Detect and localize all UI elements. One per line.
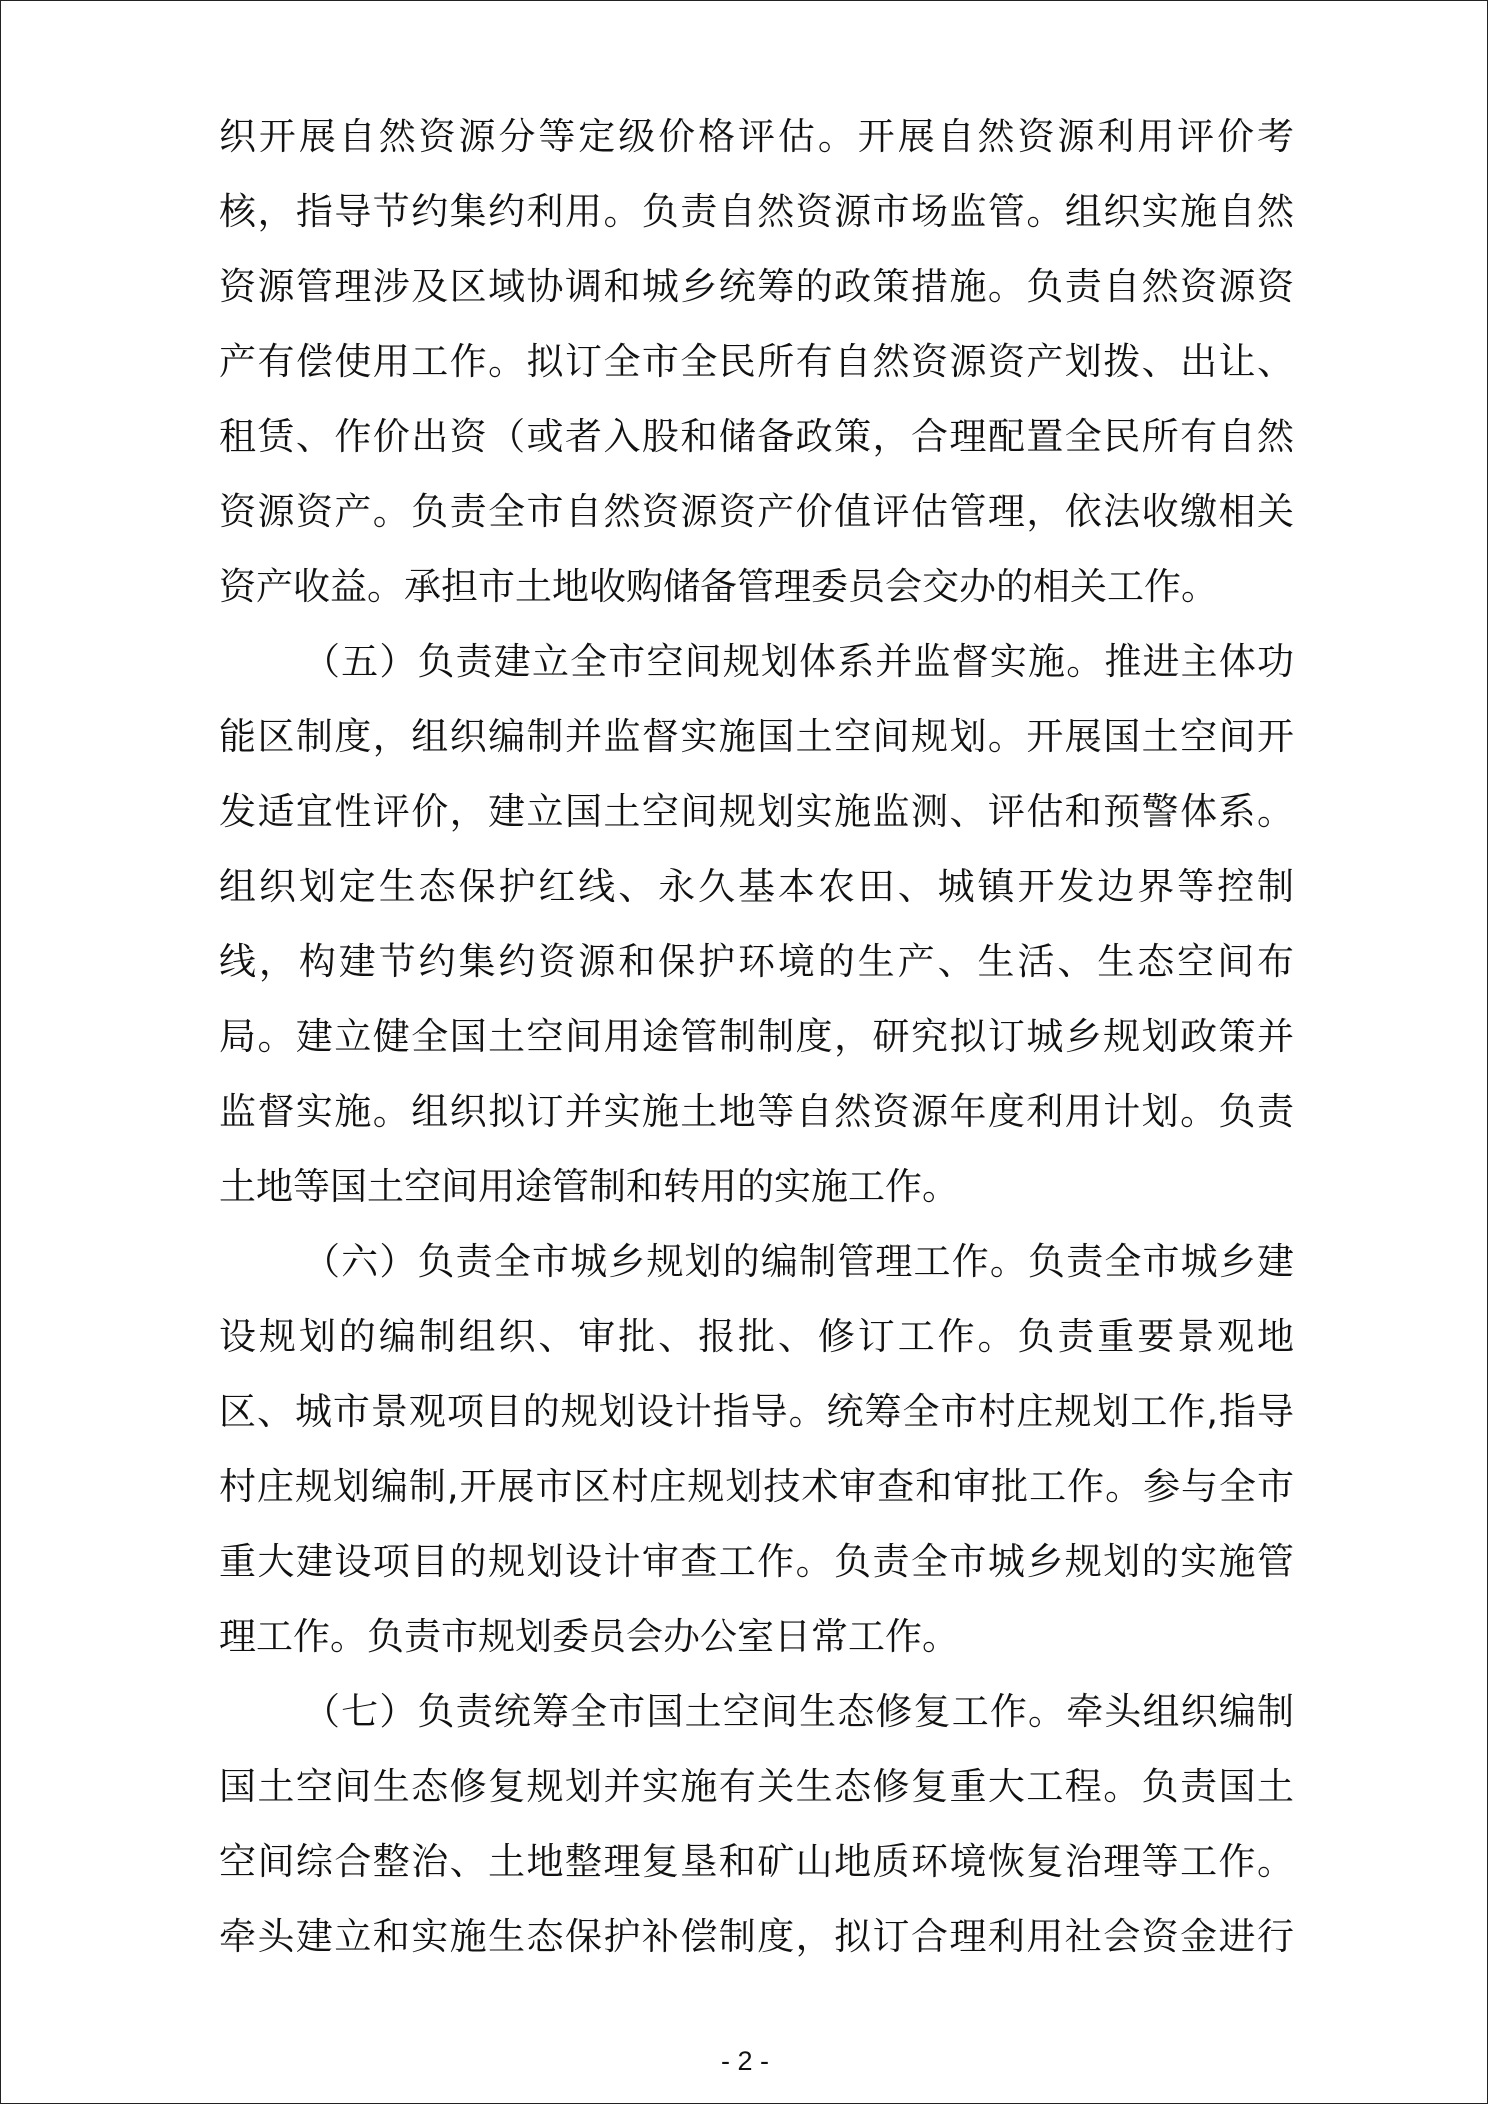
text-line: 线，构建节约集约资源和保护环境的生产、生活、生态空间布 [219, 940, 1294, 983]
text-line: 牵头建立和实施生态保护补偿制度，拟订合理利用社会资金进行 [219, 1915, 1294, 1958]
text-line: 资源管理涉及区域协调和城乡统筹的政策措施。负责自然资源资 [219, 265, 1294, 308]
text-line: 产有偿使用工作。拟订全市全民所有自然资源资产划拨、出让、 [219, 340, 1294, 383]
text-line: 村庄规划编制,开展市区村庄规划技术审查和审批工作。参与全市 [219, 1465, 1294, 1508]
text-line: 核，指导节约集约利用。负责自然资源市场监管。组织实施自然 [219, 190, 1294, 233]
text-line: 租赁、作价出资（或者入股和储备政策，合理配置全民所有自然 [219, 415, 1294, 458]
text-line: 国土空间生态修复规划并实施有关生态修复重大工程。负责国土 [219, 1765, 1294, 1808]
section-5-heading-line: （五）负责建立全市空间规划体系并监督实施。推进主体功 [303, 640, 1294, 683]
text-line: 重大建设项目的规划设计审查工作。负责全市城乡规划的实施管 [219, 1540, 1294, 1583]
text-line: 设规划的编制组织、审批、报批、修订工作。负责重要景观地 [219, 1315, 1294, 1358]
text-line: 组织划定生态保护红线、永久基本农田、城镇开发边界等控制 [219, 865, 1294, 908]
text-line: 空间综合整治、土地整理复垦和矿山地质环境恢复治理等工作。 [219, 1840, 1294, 1883]
text-line: 能区制度，组织编制并监督实施国土空间规划。开展国土空间开 [219, 715, 1294, 758]
text-line: 监督实施。组织拟订并实施土地等自然资源年度利用计划。负责 [219, 1090, 1294, 1133]
section-7-heading-line: （七）负责统筹全市国土空间生态修复工作。牵头组织编制 [303, 1690, 1294, 1733]
text-line: 局。建立健全国土空间用途管制制度，研究拟订城乡规划政策并 [219, 1015, 1294, 1058]
body-text [219, 99, 1294, 1974]
text-line: 区、城市景观项目的规划设计指导。统筹全市村庄规划工作,指导 [219, 1390, 1294, 1433]
text-line: 土地等国土空间用途管制和转用的实施工作。 [219, 1165, 959, 1208]
text-line: 织开展自然资源分等定级价格评估。开展自然资源利用评价考 [219, 115, 1294, 158]
text-line: 资产收益。承担市土地收购储备管理委员会交办的相关工作。 [219, 565, 1218, 608]
section-6-heading-line: （六）负责全市城乡规划的编制管理工作。负责全市城乡建 [303, 1240, 1294, 1283]
text-line: 发适宜性评价，建立国土空间规划实施监测、评估和预警体系。 [219, 790, 1294, 833]
text-line: 资源资产。负责全市自然资源资产价值评估管理，依法收缴相关 [219, 490, 1294, 533]
text-line: 理工作。负责市规划委员会办公室日常工作。 [219, 1615, 959, 1658]
page-number: - 2 - [720, 2046, 769, 2076]
